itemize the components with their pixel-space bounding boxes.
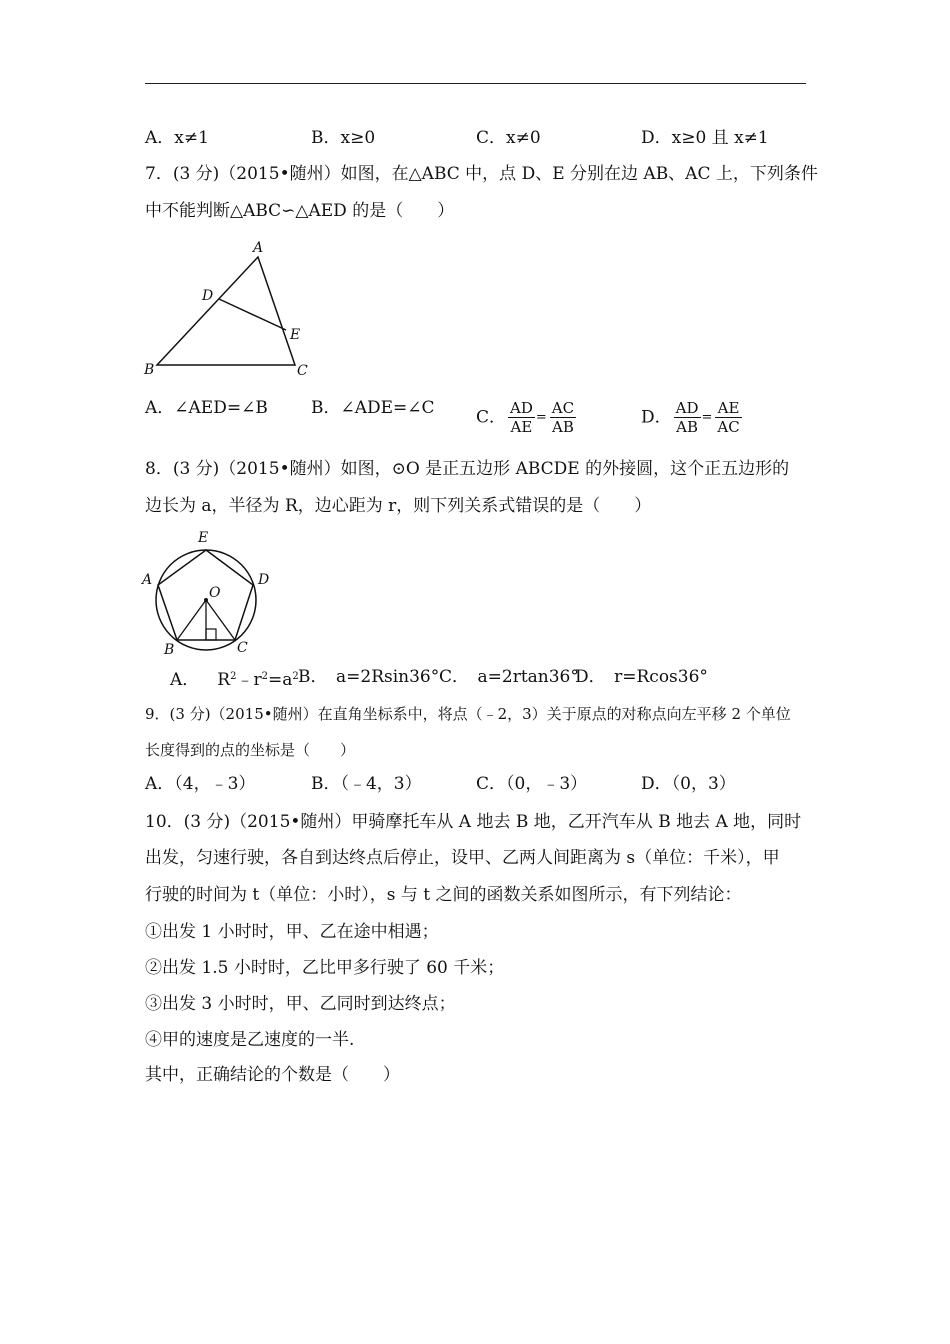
- q8-option-a-prefix: A．: [170, 670, 200, 690]
- q8-option-d: D． r=Rcos36°: [575, 667, 708, 687]
- denominator: AB: [552, 418, 574, 436]
- q6-option-d: D．x≥0 且 x≠1: [641, 128, 769, 148]
- q8-option-a-term: ﹣r: [236, 670, 262, 690]
- label-e: E: [198, 530, 209, 546]
- q7-option-d-ratio: [672, 399, 742, 436]
- radius-ob: [177, 600, 206, 640]
- fraction: [508, 399, 535, 436]
- q7-option-d: [641, 399, 742, 436]
- q6-option-c: C．x≠0: [476, 128, 541, 148]
- label-c: C: [297, 363, 308, 379]
- q10-question: 其中，正确结论的个数是（ ）: [145, 1065, 400, 1085]
- q8-pentagon-figure: [138, 524, 278, 656]
- q10-conclusion-2: ②出发 1.5 小时时，乙比甲多行驶了 60 千米；: [145, 958, 505, 978]
- center-point: [204, 598, 208, 602]
- label-e: E: [290, 327, 301, 343]
- label-b: B: [144, 362, 155, 378]
- q8-option-a-term: R: [217, 670, 231, 690]
- q7-option-a: A．∠AED=∠B: [145, 398, 268, 418]
- numerator: AC: [551, 399, 575, 417]
- superscript: 2: [261, 671, 268, 682]
- q10-conclusion-4: ④甲的速度是乙速度的一半.: [145, 1030, 355, 1050]
- equals-sign: =: [701, 409, 713, 425]
- numerator: AD: [675, 399, 699, 417]
- q10-stem-line2: 出发，匀速行驶，各自到达终点后停止，设甲、乙两人间距离为 s（单位：千米），甲: [145, 848, 780, 868]
- q10-conclusion-3: ③出发 3 小时时，甲、乙同时到达终点；: [145, 994, 456, 1014]
- q7-option-c: [476, 399, 576, 436]
- radius-oc: [206, 600, 235, 640]
- label-a: A: [142, 572, 153, 588]
- q7-option-b: B．∠ADE=∠C: [311, 398, 435, 418]
- label-c: C: [237, 640, 248, 656]
- q8-option-c: C． a=2rtan36°: [439, 667, 579, 687]
- q7-option-c-prefix: C．: [476, 407, 507, 428]
- q7-option-d-prefix: D．: [641, 407, 672, 428]
- fraction: [715, 399, 741, 436]
- superscript: 2: [292, 671, 299, 682]
- q10-stem-line3: 行驶的时间为 t（单位：小时），s 与 t 之间的函数关系如图所示，有下列结论：: [145, 885, 742, 905]
- fraction: [550, 399, 576, 436]
- q9-option-c: C．（0，﹣3）: [476, 774, 588, 794]
- fraction: [674, 399, 701, 436]
- numerator: AE: [715, 399, 741, 418]
- q7-option-c-ratio: [506, 399, 576, 436]
- q9-option-d: D．（0，3）: [641, 774, 736, 794]
- label-a: A: [253, 240, 264, 256]
- q8-stem-line2: 边长为 a，半径为 R，边心距为 r，则下列关系式错误的是（ ）: [145, 496, 652, 516]
- q8-option-b: B． a=2Rsin36°: [298, 667, 440, 687]
- label-o: O: [209, 585, 221, 601]
- q9-stem-line2: 长度得到的点的坐标是（ ）: [145, 741, 356, 759]
- label-b: B: [164, 642, 175, 656]
- superscript: 2: [230, 671, 237, 682]
- q8-option-a: [170, 666, 299, 691]
- q7-stem-line2: 中不能判断△ABC∽△AED 的是（ ）: [145, 201, 455, 221]
- label-d: D: [258, 572, 270, 588]
- q8-stem-line1: 8．(3 分)（2015•随州）如图，⊙O 是正五边形 ABCDE 的外接圆，这个正五边形的: [145, 459, 790, 479]
- q6-option-b: B．x≥0: [311, 128, 376, 148]
- header-rule: [145, 83, 806, 84]
- label-d: D: [202, 288, 214, 304]
- q8-option-a-term: =a: [267, 670, 293, 690]
- denominator: AE: [510, 418, 533, 436]
- q10-stem-line1: 10．(3 分)（2015•随州）甲骑摩托车从 A 地去 B 地，乙开汽车从 B 地去 A 地，同时: [145, 812, 802, 832]
- q9-stem-line1: 9．(3 分)（2015•随州）在直角坐标系中，将点（﹣2，3）关于原点的对称点向左平移 2 个单位: [145, 705, 791, 723]
- segment-de: [219, 299, 286, 330]
- triangle-abc: [157, 257, 295, 365]
- right-angle-mark: [206, 629, 216, 640]
- q6-option-a: A．x≠1: [145, 128, 209, 148]
- denominator: AB: [676, 418, 698, 436]
- q10-conclusion-1: ①出发 1 小时时，甲、乙在途中相遇；: [145, 922, 439, 942]
- q7-stem-line1: 7．(3 分)（2015•随州）如图，在△ABC 中，点 D、E 分别在边 AB、AC 上，下列条件: [145, 164, 818, 184]
- denominator: AC: [717, 418, 740, 436]
- q9-option-a: A．（4，﹣3）: [145, 774, 256, 794]
- q9-option-b: B．（﹣4，3）: [311, 774, 422, 794]
- q7-triangle-figure: [140, 238, 320, 383]
- numerator: AD: [510, 399, 533, 417]
- equals-sign: =: [535, 409, 547, 425]
